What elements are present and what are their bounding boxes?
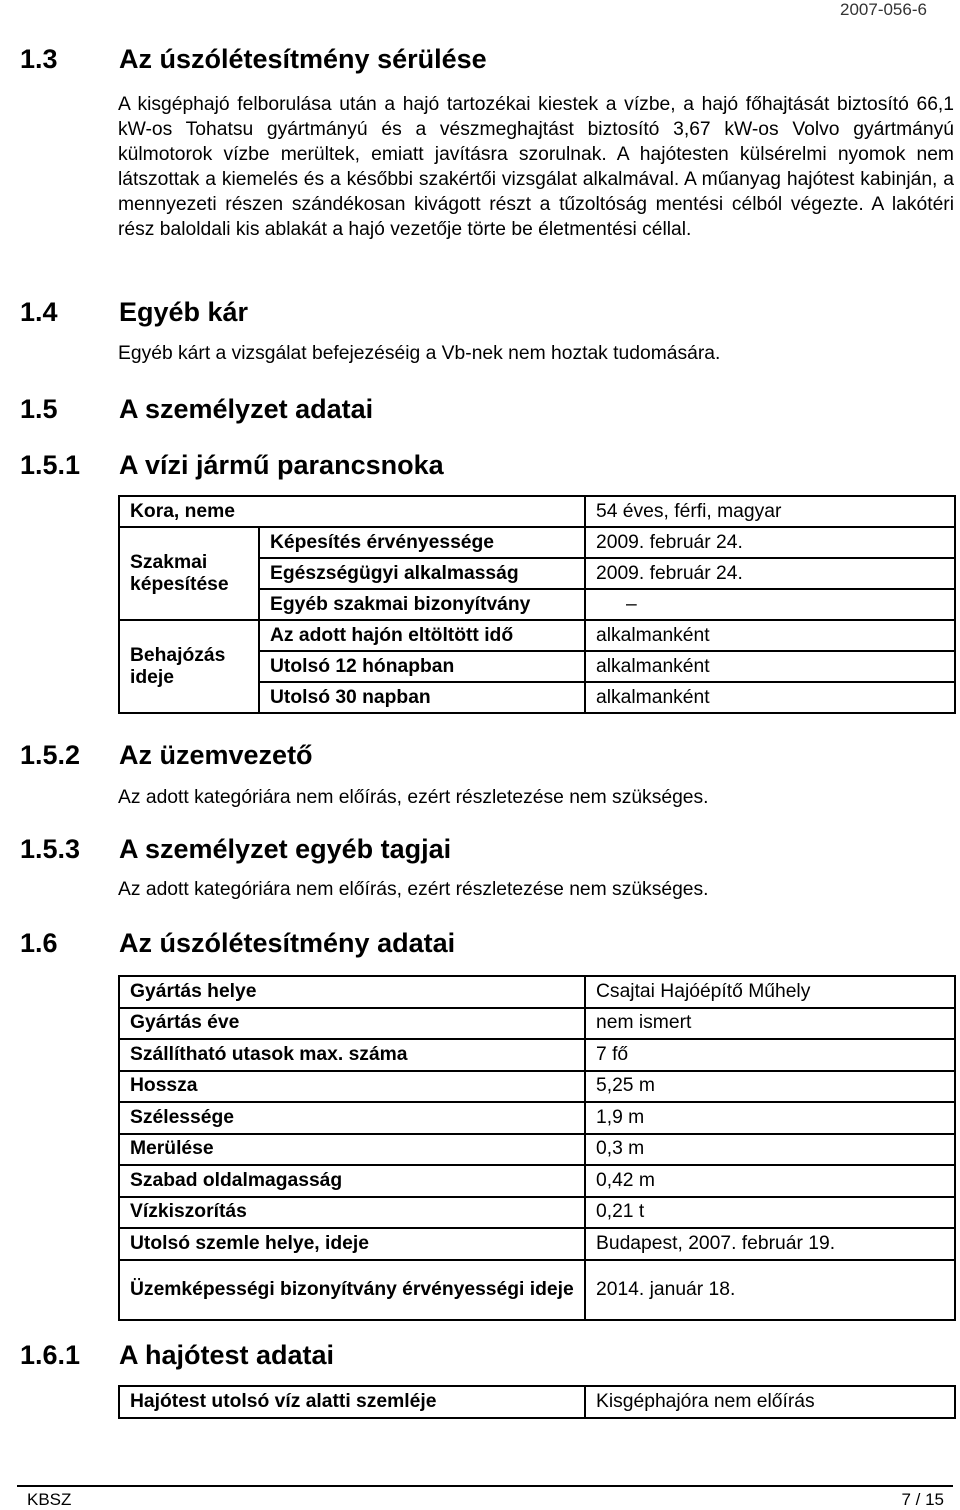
row-label: Hajótest utolsó víz alatti szemléje: [119, 1386, 585, 1418]
row-label: Egészségügyi alkalmasság: [259, 558, 585, 589]
footer-left: KBSZ: [27, 1490, 72, 1509]
qualification-group-label: Szakmai képesítése: [119, 527, 259, 620]
row-value: 5,25 m: [585, 1071, 955, 1103]
section-number: 1.6.1: [20, 1340, 81, 1370]
row-value: alkalmanként: [585, 682, 955, 713]
row-label: Vízkiszorítás: [119, 1197, 585, 1229]
row-value: 1,9 m: [585, 1102, 955, 1134]
table-row: [119, 976, 955, 1008]
section-title: A személyzet adatai: [119, 394, 374, 424]
table-row: [119, 1165, 955, 1197]
table-row: [119, 1102, 955, 1134]
section-heading-1-4: [20, 297, 920, 331]
section-1-5-2-text: Az adott kategóriára nem előírás, ezért részletezése nem szükséges.: [118, 787, 709, 808]
row-label: Hossza: [119, 1071, 585, 1103]
section-title: Az üzemvezető: [119, 740, 313, 770]
table-row: [119, 1228, 955, 1260]
section-number: 1.6: [20, 928, 58, 958]
section-title: A hajótest adatai: [119, 1340, 335, 1370]
section-heading-1-3: [20, 44, 920, 78]
section-1-3-text: A kisgéphajó felborulása után a hajó tartozékai kiestek a vízbe, a hajó főhajtását biztosító 66,1 kW-os Tohatsu gyártmányú és a vészmeghajtást biztosító 3,67 kW-os Volvo gyártmányú külmotorok vízbe merültek, emiatt javításra szorulnak. A hajótesten külsérelmi nyomok nem látszottak a kiemelés és a későbbi szakértői vizsgálat alkalmával. A műanyag hajótest kabinján, a mennyezeti részen szándékosan kivágott részt a tűzoltóság mentési célból végezte. A lakótéri rész baloldali kis ablakát a hajó vezetője törte be életmentési céllal.: [118, 94, 954, 240]
section-title: A vízi jármű parancsnoka: [119, 450, 444, 480]
row-label: Gyártás éve: [119, 1008, 585, 1040]
row-value: 2009. február 24.: [585, 558, 955, 589]
table-row: [119, 620, 955, 651]
section-title: Az úszólétesítmény adatai: [119, 928, 456, 958]
section-heading-1-5-2: [20, 740, 920, 774]
section-heading-1-5-3: [20, 834, 920, 868]
section-heading-1-6: [20, 928, 920, 962]
table-row: [119, 1386, 955, 1418]
row-label: Utolsó 30 napban: [259, 682, 585, 713]
table-row: [119, 527, 955, 558]
section-1-5-3-text: Az adott kategóriára nem előírás, ezért részletezése nem szükséges.: [118, 879, 709, 900]
row-label: Egyéb szakmai bizonyítvány: [259, 589, 585, 620]
row-value: 0,21 t: [585, 1197, 955, 1229]
section-title: A személyzet egyéb tagjai: [119, 834, 452, 864]
table-row: [119, 1071, 955, 1103]
section-number: 1.5.3: [20, 834, 81, 864]
row-label: Szállítható utasok max. száma: [119, 1039, 585, 1071]
row-label: Szabad oldalmagasság: [119, 1165, 585, 1197]
table-row: [119, 1197, 955, 1229]
row-label: Üzemképességi bizonyítvány érvényességi ideje: [119, 1260, 585, 1320]
section-number: 1.5.2: [20, 740, 81, 770]
row-value: Kisgéphajóra nem előírás: [585, 1386, 955, 1418]
row-label: Szélessége: [119, 1102, 585, 1134]
table-row: [119, 1134, 955, 1166]
age-value: 54 éves, férfi, magyar: [585, 496, 955, 527]
row-label: Gyártás helye: [119, 976, 585, 1008]
row-value: 7 fő: [585, 1039, 955, 1071]
section-heading-1-6-1: [20, 1340, 920, 1374]
row-value: Budapest, 2007. február 19.: [585, 1228, 955, 1260]
table-row: [119, 1008, 955, 1040]
section-number: 1.5.1: [20, 450, 81, 480]
section-title: Az úszólétesítmény sérülése: [119, 44, 487, 74]
table-row: [119, 1039, 955, 1071]
section-number: 1.4: [20, 297, 58, 327]
hull-data-table: [118, 1385, 956, 1419]
section-1-4-text: Egyéb kárt a vizsgálat befejezéséig a Vb-nek nem hoztak tudomására.: [118, 343, 721, 364]
row-value: Csajtai Hajóépítő Műhely: [585, 976, 955, 1008]
navigation-group-label: Behajózás ideje: [119, 620, 259, 713]
row-label: Képesítés érvényessége: [259, 527, 585, 558]
section-number: 1.5: [20, 394, 58, 424]
document-id: 2007-056-6: [840, 0, 927, 19]
row-value: –: [585, 589, 955, 620]
row-label: Merülése: [119, 1134, 585, 1166]
row-label: Az adott hajón eltöltött idő: [259, 620, 585, 651]
row-value: 0,3 m: [585, 1134, 955, 1166]
row-value: alkalmanként: [585, 651, 955, 682]
row-value: 2014. január 18.: [585, 1260, 955, 1320]
row-value: 0,42 m: [585, 1165, 955, 1197]
age-label: Kora, neme: [119, 496, 585, 527]
section-heading-1-5: [20, 394, 920, 428]
page-number: 7 / 15: [901, 1490, 944, 1509]
commander-table: [118, 495, 956, 714]
footer-divider: [17, 1485, 953, 1487]
row-label: Utolsó 12 hónapban: [259, 651, 585, 682]
section-heading-1-5-1: [20, 450, 920, 484]
vessel-data-table: [118, 975, 956, 1321]
section-title: Egyéb kár: [119, 297, 249, 327]
row-value: nem ismert: [585, 1008, 955, 1040]
row-value: alkalmanként: [585, 620, 955, 651]
table-row: [119, 496, 955, 527]
section-number: 1.3: [20, 44, 58, 74]
table-row: [119, 1260, 955, 1320]
row-value: 2009. február 24.: [585, 527, 955, 558]
row-label: Utolsó szemle helye, ideje: [119, 1228, 585, 1260]
